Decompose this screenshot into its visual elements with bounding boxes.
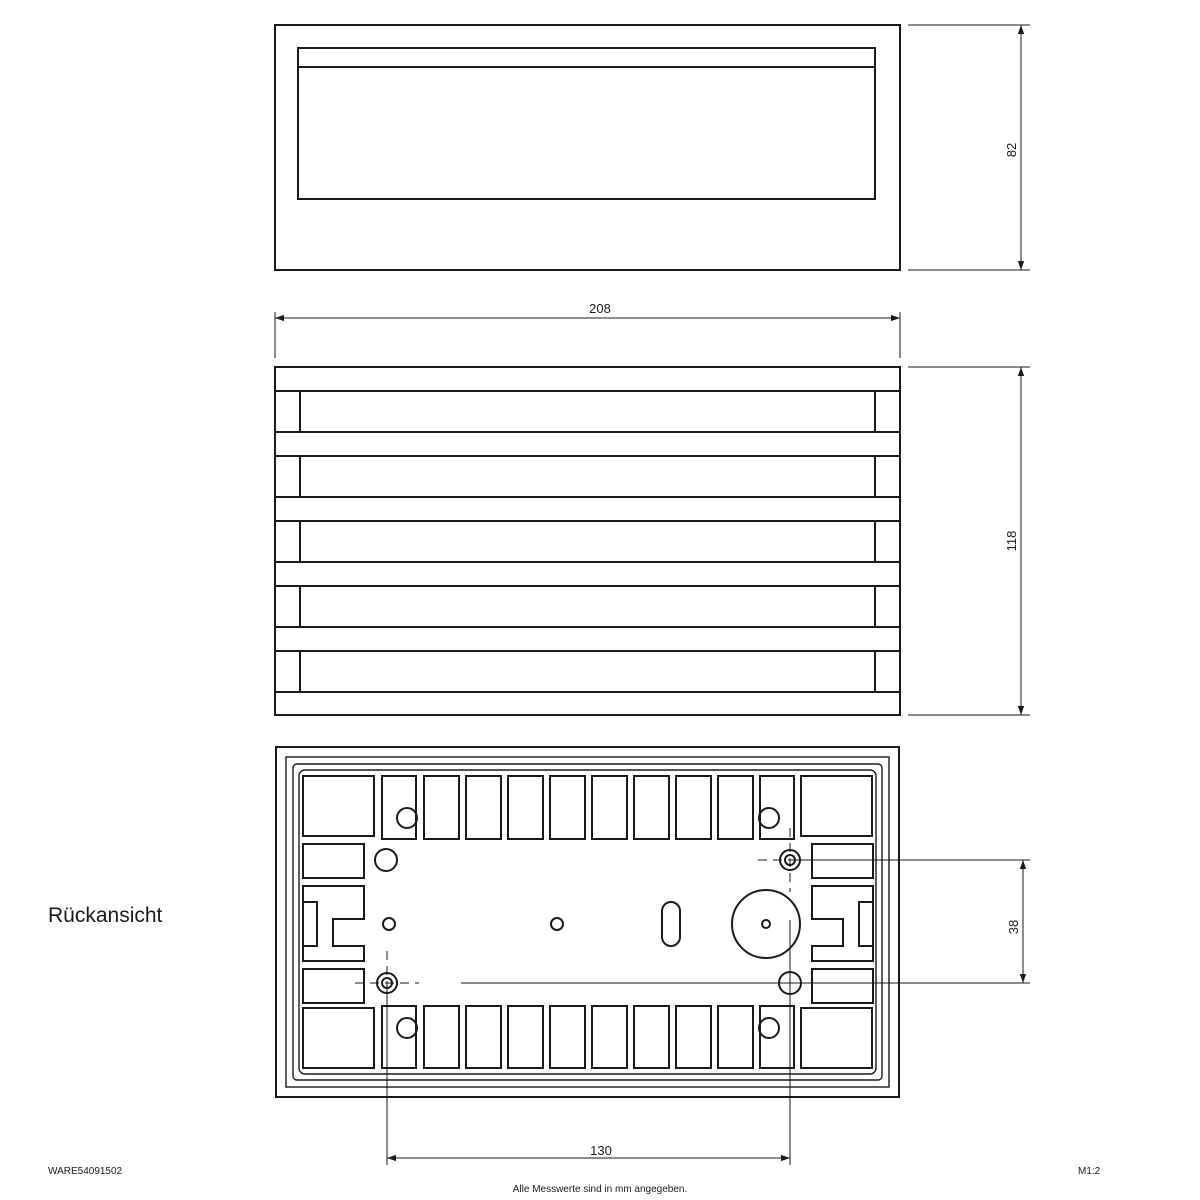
clip-bracket-right xyxy=(812,886,873,961)
rib-slot-bottom xyxy=(550,1006,585,1068)
dimension-top-height-label: 82 xyxy=(1004,142,1019,158)
rib-slot-top xyxy=(424,776,459,839)
back-view xyxy=(276,747,899,1097)
back-frame-ring-3 xyxy=(299,770,876,1074)
clip-tab-right xyxy=(859,902,873,946)
rib-slot-bottom xyxy=(718,1006,753,1068)
rib-slot-bottom xyxy=(424,1006,459,1068)
screw-boss-notch xyxy=(759,808,779,828)
rib-slot-bottom xyxy=(676,1006,711,1068)
rib-slot-bottom xyxy=(592,1006,627,1068)
rib-slot-top xyxy=(718,776,753,839)
top-view-window xyxy=(298,48,875,199)
corner-block xyxy=(303,1008,374,1068)
side-bar-right-top xyxy=(812,844,873,878)
cable-entry-center xyxy=(762,920,770,928)
back-view-label: Rückansicht xyxy=(48,904,163,927)
dimension-hole-horizontal-label: 130 xyxy=(590,1143,612,1158)
dimension-front-height xyxy=(908,367,1030,715)
dimension-front-height-label: 118 xyxy=(1004,530,1019,552)
front-view-outline xyxy=(275,367,900,715)
corner-block xyxy=(801,1008,872,1068)
back-outline xyxy=(276,747,899,1097)
article-number: WARE54091502 xyxy=(48,1166,123,1177)
dimension-hole-horizontal xyxy=(387,920,790,1165)
screw-boss-notch xyxy=(759,1018,779,1038)
rib-slot-bottom xyxy=(466,1006,501,1068)
rib-slot-top xyxy=(592,776,627,839)
side-bar-left-bottom xyxy=(303,969,364,1003)
slot-opening xyxy=(662,902,680,946)
small-hole-left xyxy=(383,918,395,930)
corner-block xyxy=(801,776,872,836)
top-view xyxy=(275,25,900,270)
clip-bracket-left xyxy=(303,886,364,961)
dimension-top-height xyxy=(908,25,1030,270)
side-bar-left-top xyxy=(303,844,364,878)
front-view xyxy=(275,367,900,715)
dimension-hole-vertical xyxy=(461,860,1030,983)
screw-column-top xyxy=(760,776,794,839)
side-bar-right-bottom xyxy=(812,969,873,1003)
screw-column-top xyxy=(382,776,416,839)
scale-label: M1:2 xyxy=(1078,1166,1101,1177)
rib-slot-top xyxy=(676,776,711,839)
screw-boss-notch xyxy=(397,808,417,828)
dimension-width xyxy=(275,301,900,358)
rib-slot-top xyxy=(466,776,501,839)
dimension-hole-vertical-label: 38 xyxy=(1006,919,1021,935)
rib-slot-bottom xyxy=(508,1006,543,1068)
footnote: Alle Messwerte sind in mm angegeben. xyxy=(512,1184,688,1195)
top-view-outline xyxy=(275,25,900,270)
corner-block xyxy=(303,776,374,836)
back-frame-ring-1 xyxy=(286,757,889,1087)
rib-slot-top xyxy=(508,776,543,839)
clip-tab-left xyxy=(303,902,317,946)
dimension-width-label: 208 xyxy=(589,301,611,316)
screw-boss-notch xyxy=(397,1018,417,1038)
small-hole-center xyxy=(551,918,563,930)
rib-slot-bottom xyxy=(634,1006,669,1068)
rib-slot-top xyxy=(550,776,585,839)
mounting-boss-upper-left xyxy=(375,849,397,871)
rib-slot-top xyxy=(634,776,669,839)
